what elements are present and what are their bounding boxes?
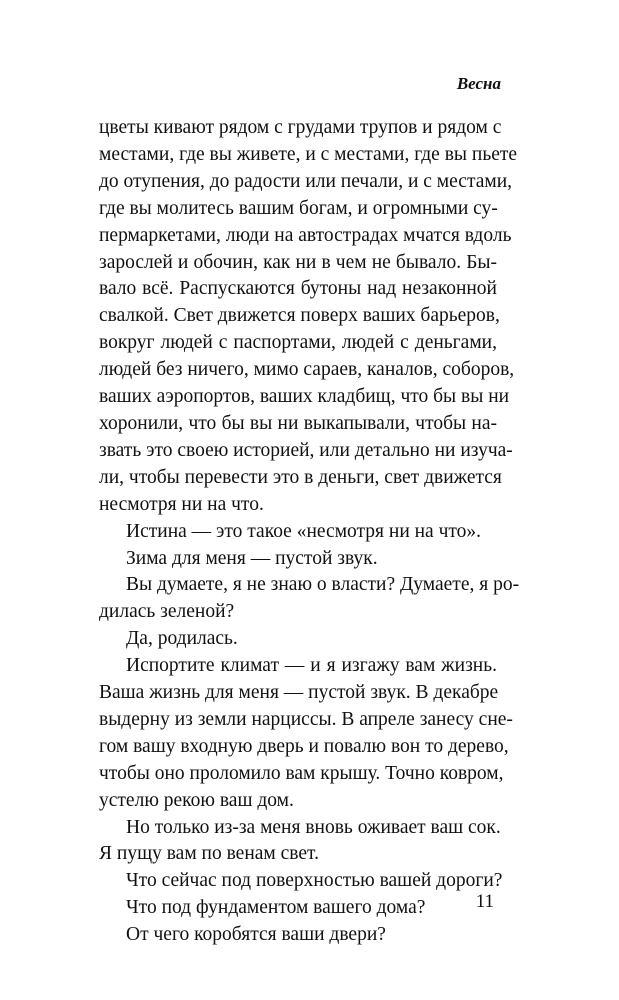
text-line-content: пермаркетами, люди на автострадах мчатся вдоль — [99, 224, 512, 246]
text-line — [99, 626, 497, 653]
text-line — [99, 841, 497, 868]
text-line — [99, 223, 512, 250]
text-line — [99, 519, 497, 546]
text-line-content: до отупения, до радости или печали, и с местами, — [99, 170, 513, 192]
text-line — [99, 276, 497, 303]
text-line — [99, 546, 497, 573]
text-line — [99, 303, 500, 330]
text-line-content: вало всё. Распускаются бутоны над незаконной — [99, 278, 497, 300]
text-line — [99, 196, 497, 223]
text-line — [99, 653, 497, 680]
text-line — [99, 142, 518, 169]
text-line — [99, 250, 497, 277]
text-line-content: цветы кивают рядом с грудами трупов и рядом с — [99, 117, 502, 138]
text-line-content: людей без ничего, мимо сараев, каналов, соборов, — [99, 359, 515, 381]
text-line — [99, 680, 497, 707]
text-line — [99, 411, 497, 438]
text-line — [99, 815, 501, 842]
text-line-content: несмотря ни на что. — [99, 493, 264, 515]
text-line-content: Да, родилась. — [126, 628, 238, 650]
text-line — [99, 438, 513, 465]
text-line-content: Истина — это такое «несмотря ни на что». — [126, 520, 482, 542]
text-line-content: выдерну из земли нарциссы. В апреле занесу сне- — [99, 708, 513, 730]
text-line-content: чтобы оно проломило вам крышу. Точно ковром, — [99, 762, 504, 784]
text-line-content: Зима для меня — пустой звук. — [126, 547, 378, 569]
text-line-content: звать это своею историей, или детально ни изуча- — [99, 439, 513, 461]
text-line-content: зарослей и обочин, как ни в чем не бывало. Бы- — [99, 251, 497, 273]
text-line — [99, 115, 502, 142]
text-line-content: дилась зеленой? — [99, 601, 235, 623]
text-line-content: местами, где вы живете, и с местами, где вы пьете — [99, 143, 518, 165]
text-line-content: Но только из-за меня вновь оживает ваш сок. — [126, 816, 501, 838]
text-line-content: ваших аэропортов, ваших кладбищ, что бы вы ни — [99, 386, 510, 408]
text-line-content: Что сейчас под поверхностью вашей дороги? — [126, 870, 503, 892]
text-line — [99, 465, 502, 492]
text-line-content: ли, чтобы перевести это в деньги, свет движется — [99, 466, 502, 488]
text-line-content: гом вашу входную дверь и повалю вон то дерево, — [99, 735, 509, 757]
text-line-content: хоронили, что бы вы ни выкапывали, чтобы на- — [99, 412, 497, 434]
text-line-content: Испортите климат — и я изгажу вам жизнь. — [126, 655, 497, 677]
text-line-content: Я пущу вам по венам свет. — [99, 843, 319, 865]
text-line — [99, 357, 515, 384]
text-line-content: устелю рекою ваш дом. — [99, 789, 294, 811]
text-line-content: где вы молитесь вашим богам, и огромными су- — [99, 197, 498, 219]
text-line — [99, 599, 497, 626]
text-line-content: вокруг людей с паспортами, людей с деньгами, — [99, 332, 497, 354]
text-line-content: От чего коробятся ваши двери? — [126, 924, 386, 946]
text-line-content: Ваша жизнь для меня — пустой звук. В декабре — [99, 682, 499, 704]
text-line — [99, 788, 497, 815]
text-line-content: Что под фундаментом вашего дома? — [126, 897, 426, 919]
text-line — [99, 761, 504, 788]
page-number: 11 — [475, 891, 494, 912]
text-line — [99, 169, 513, 196]
text-line-content: Вы думаете, я не знаю о власти? Думаете, я ро- — [126, 574, 520, 596]
text-line — [99, 868, 503, 895]
text-line — [99, 572, 520, 599]
text-line-content: свалкой. Свет движется поверх ваших барьеров, — [99, 305, 500, 327]
text-line — [99, 707, 513, 734]
running-header: Весна — [456, 74, 501, 93]
body-text — [99, 115, 520, 949]
text-line — [99, 895, 497, 922]
text-line — [99, 922, 497, 949]
text-line — [99, 384, 510, 411]
text-line — [99, 734, 509, 761]
text-line — [99, 330, 497, 357]
text-line — [99, 492, 497, 519]
